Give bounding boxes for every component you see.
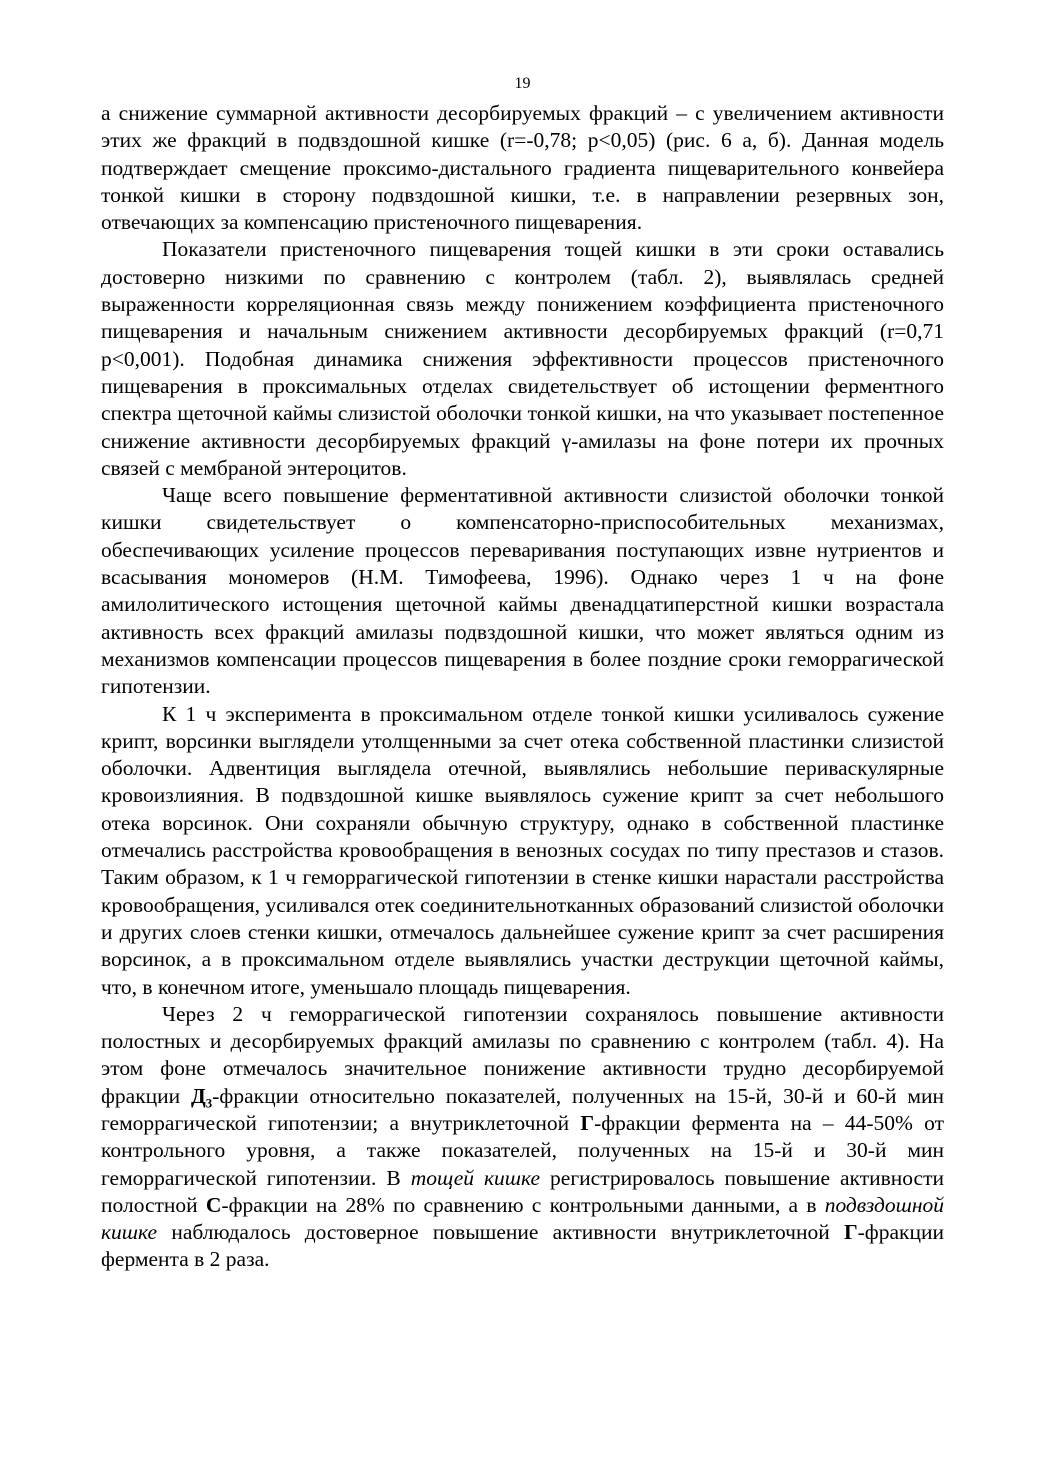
text-run: -фракции фермента в 2 раза. [101, 1220, 944, 1272]
text-run: а снижение суммарной активности десорбируемых фракций – с увеличением активности этих же фракций в подвздошной кишке (r=-0,78; p<0,05) (рис. 6 а, б). Данная модель подтверждает смещение проксимо-дистального градиента пищеварительного конвейера тонкой кишки в сторону подвздошной кишки, т.е. в направлении резервных зон, отвечающих за компенсацию пристеночного пищеварения. [101, 101, 944, 235]
text-run: Д₃ [191, 1083, 213, 1108]
text-run: Г [843, 1220, 858, 1245]
page-number: 19 [514, 75, 531, 92]
text-run: наблюдалось достоверное повышение активности внутриклеточной [157, 1220, 844, 1245]
text-run: -фракции относительно показателей, полученных на 15-й, 30-й и 60-й мин геморрагической гипотензии; а внутриклеточной [101, 1083, 945, 1135]
body-text [101, 100, 944, 1274]
text-run: тощей кишке [410, 1165, 541, 1190]
text-run: -фракции фермента на – 44-50% от контрольного уровня, а также показателей, полученных на 15-й и 30-й мин геморрагической гипотензии. В [101, 1110, 944, 1190]
text-run: -фракции на 28% по сравнению с контрольными данными, а в [221, 1192, 825, 1217]
text-run: регистрировалось повышение активности полостной [101, 1165, 945, 1217]
paragraph [101, 701, 944, 1001]
text-run: подвздошной кишке [101, 1192, 944, 1245]
text-run: Г [580, 1110, 595, 1135]
text-run: Через 2 ч геморрагической гипотензии сохранялось повышение активности полостных и десорбируемых фракций амилазы по сравнению с контролем (табл. 4). На этом фоне отмечалось значительное понижение активности трудно десорбируемой фракции [101, 1001, 944, 1108]
paragraph [101, 236, 944, 482]
text-run: С [205, 1192, 222, 1217]
paragraph [101, 1001, 944, 1274]
text-run: Показатели пристеночного пищеварения тощей кишки в эти сроки оставались достоверно низкими по сравнению с контролем (табл. 2), выявлялась средней выраженности корреляционная связь между понижением коэффициента пристеночного пищеварения и начальным снижением активности десорбируемых фракций (r=0,71 p<0,001). Подобная динамика снижения эффективности процессов пристеночного пищеварения в проксимальных отделах свидетельствует об истощении ферментного спектра щеточной каймы слизистой оболочки тонкой кишки, на что указывает постепенное снижение активности десорбируемых фракций γ-амилазы на фоне потери их прочных связей с мембраной энтероцитов. [101, 237, 944, 480]
paragraph [101, 482, 944, 700]
paragraph [101, 100, 944, 236]
text-run: Чаще всего повышение ферментативной активности слизистой оболочки тонкой кишки свидетельствует о компенсаторно-приспособительных механизмах, обеспечивающих усиление процессов переваривания поступающих извне нутриентов и всасывания мономеров (Н.М. Тимофеева, 1996). Однако через 1 ч на фоне амилолитического истощения щеточной каймы двенадцатиперстной кишки возрастала активность всех фракций амилазы подвздошной кишки, что может являться одним из механизмов компенсации процессов пищеварения в более поздние сроки геморрагической гипотензии. [101, 483, 944, 699]
text-run: К 1 ч эксперимента в проксимальном отделе тонкой кишки усиливалось сужение крипт, ворсинки выглядели утолщенными за счет отека собственной пластинки слизистой оболочки. Адвентиция выглядела отечной, выявлялись небольшие периваскулярные кровоизлияния. В подвздошной кишке выявлялось сужение крипт за счет небольшого отека ворсинок. Они сохраняли обычную структуру, однако в собственной пластинке отмечались расстройства кровообращения в венозных сосудах по типу престазов и стазов. Таким образом, к 1 ч геморрагической гипотензии в стенке кишки нарастали расстройства кровообращения, усиливался отек соединительнотканных образований слизистой оболочки и других слоев стенки кишки, отмечалось дальнейшее сужение крипт за счет расширения ворсинок, а в проксимальном отделе выявлялись участки деструкции щеточной каймы, что, в конечном итоге, уменьшало площадь пищеварения. [101, 701, 944, 999]
